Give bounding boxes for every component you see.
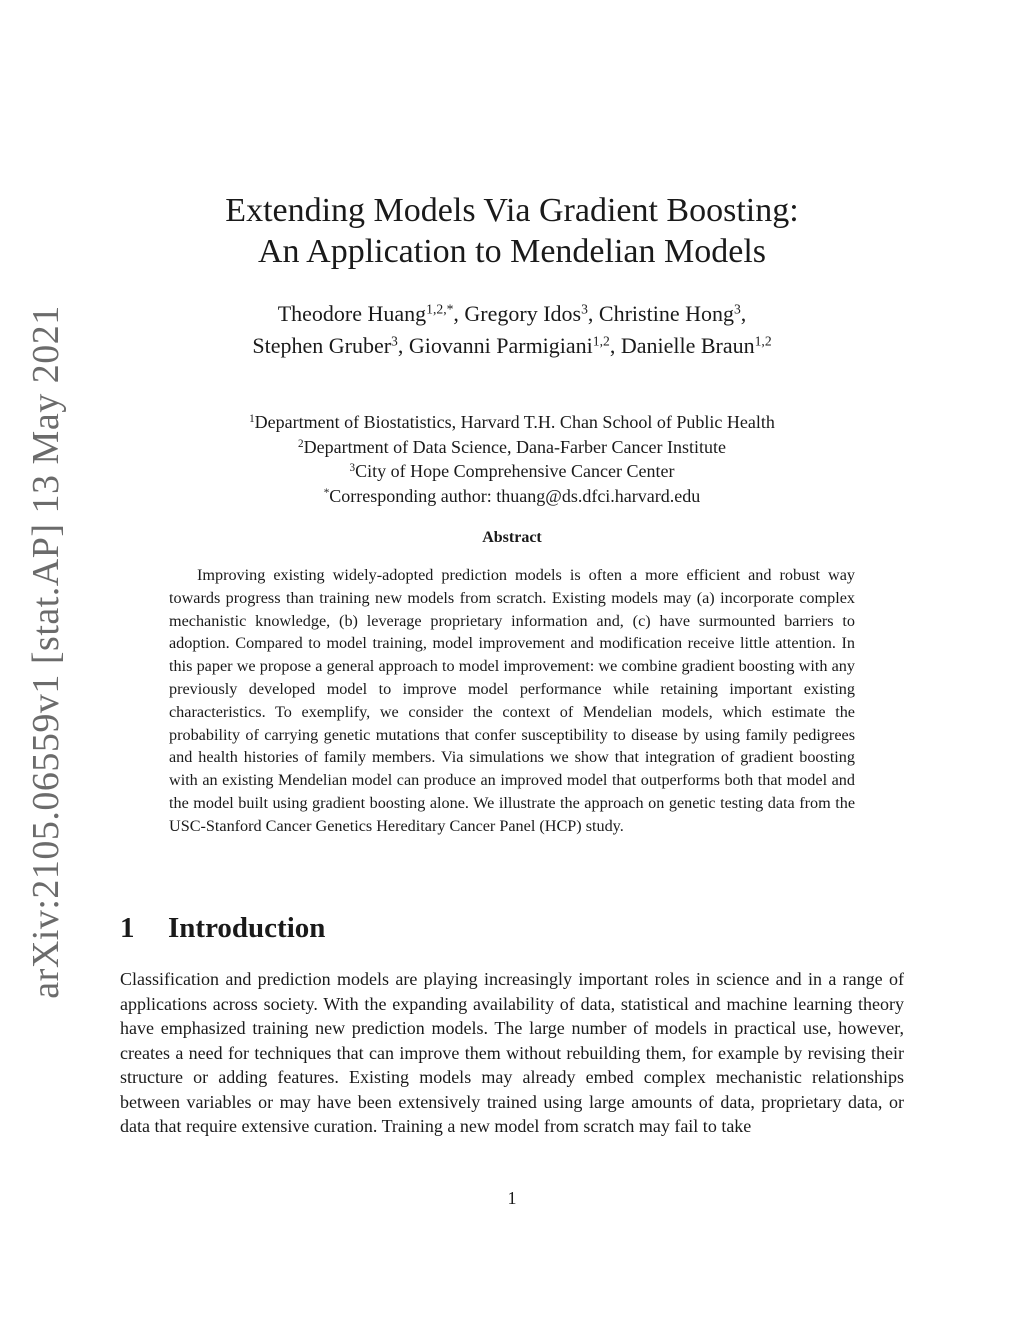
section-heading [120,912,325,945]
section-body: Classification and prediction models are playing increasingly important roles in science and in a range of applications across society. With the expanding availability of data, statistical and machine learning theory have emphasized training new prediction models. The large number of models in practical use, however, creates a need for techniques that can improve them without rebuilding them, for example by revising their structure or adding features. Existing models may already embed complex mechanistic relationships between variables or may have been extensively trained using large amounts of data, proprietary data, or data that require extensive curation. Training a new model from scratch may fail to take [120,969,904,1136]
author-affil-mark: 1,2 [754,333,772,349]
author-affil-mark: 3 [733,301,741,317]
section-number: 1 [120,912,135,944]
affiliation-text: City of Hope Comprehensive Cancer Center [355,461,675,481]
affiliation-mark: * [323,486,330,499]
abstract-heading: Abstract [482,529,542,546]
author-name: Theodore Huang [277,301,427,326]
affiliation-item [0,484,1024,509]
affiliation-item [0,435,1024,460]
affiliation-text: Department of Biostatistics, Harvard T.H. Chan School of Public Health [254,412,775,432]
affiliation-mark: 3 [349,461,356,474]
author-name: Giovanni Parmigiani [408,333,593,358]
affiliation-mark: 2 [298,437,304,450]
author-name: Gregory Idos [464,301,582,326]
affiliation-text: Department of Data Science, Dana-Farber Cancer Institute [303,436,726,457]
section-title: Introduction [168,912,326,944]
author-list [0,298,1024,362]
title-line-1: Extending Models Via Gradient Boosting: [225,192,799,229]
author-name: Danielle Braun [620,333,755,358]
author-name: Stephen Gruber [252,333,392,358]
author-affil-mark: 1,2 [592,333,610,349]
arxiv-identifier: arXiv:2105.06559v1 [stat.AP] 13 May 2021 [25,305,67,999]
affiliation-item [0,410,1024,435]
author-affil-mark: 1,2,* [426,301,454,317]
author-name: Christine Hong [598,301,734,326]
author-affil-mark: 3 [581,301,588,317]
corresponding-author: Corresponding author: thuang@ds.dfci.harvard.edu [329,485,701,506]
abstract-body: Improving existing widely-adopted prediction models is often a more efficient and robust way towards progress than training new models from scratch. Existing models may (a) incorporate complex mechanistic knowledge, (b) leverage proprietary information and, (c) have surmounted barriers to adoption. Compared to model training, model improvement and modification receive little attention. In this paper we propose a general approach to model improvement: we combine gradient boosting with any previously developed model to improve model performance while retaining important existing characteristics. To exemplify, we consider the context of Mendelian models, which estimate the probability of carrying genetic mutations that confer susceptibility to disease by using family pedigrees and health histories of family members. Via simulations we show that integration of gradient boosting with an existing Mendelian model can produce an improved model that outperforms both that model and the model built using gradient boosting alone. We illustrate the approach on genetic testing data from the USC-Stanford Cancer Genetics Hereditary Cancer Panel (HCP) study. [169,566,855,835]
affiliation-list [0,410,1024,508]
affiliation-item [0,459,1024,484]
author-line-2: Stephen Gruber$^3$, Giovanni Parmigiani$^{1,2}$, Danielle Braun$^{1,2}$ [252,333,772,358]
author-line-1: Theodore Huang$^{1,2,*}$, Gregory Idos$^3$, Christine Hong$^3$, [277,301,747,326]
title-line-2: An Application to Mendelian Models [257,233,767,270]
paper-title [0,190,1024,272]
author-affil-mark: 3 [391,333,398,349]
page-number: 1 [507,1188,517,1208]
affiliation-mark: 1 [249,412,255,425]
